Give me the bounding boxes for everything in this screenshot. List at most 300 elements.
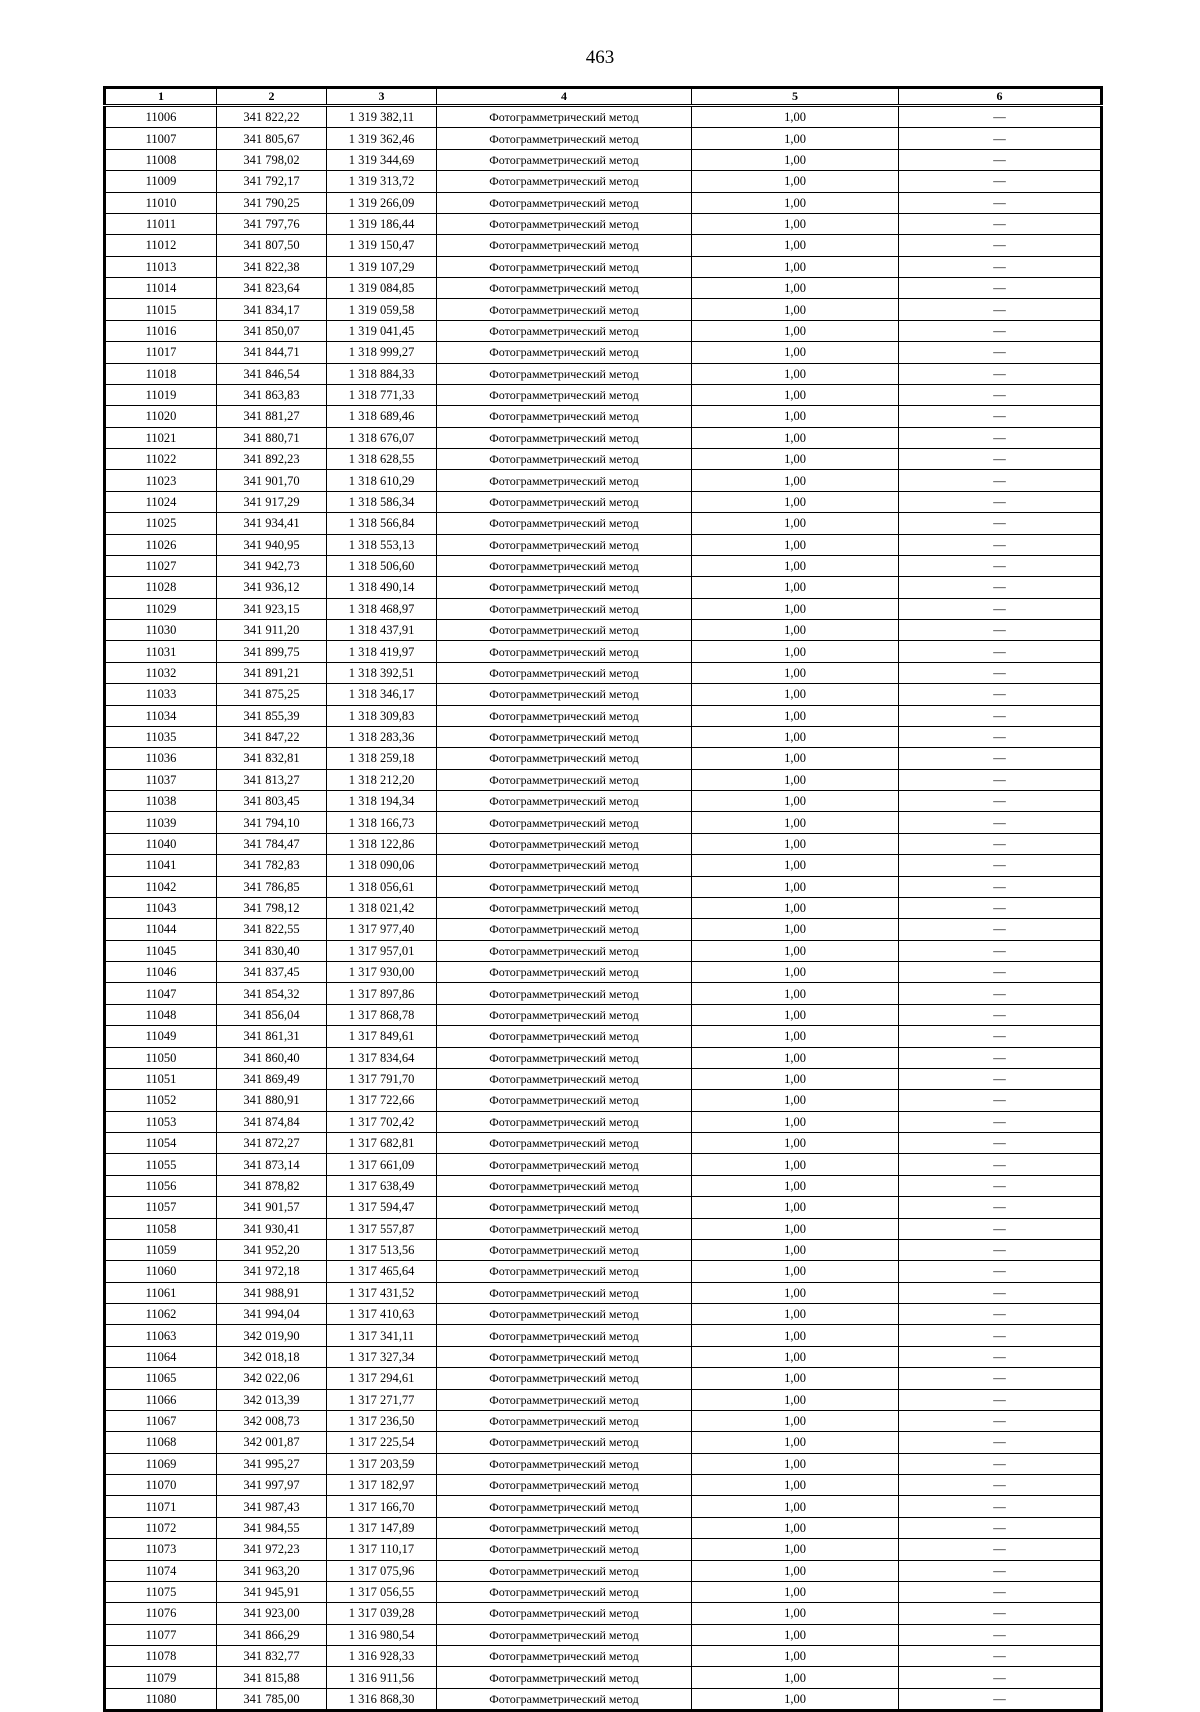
method-cell: Фотограмметрический метод xyxy=(437,1688,692,1710)
table-row xyxy=(105,1325,1102,1346)
table-row xyxy=(105,962,1102,983)
column-header-6: 6 xyxy=(899,88,1102,106)
x-coordinate-cell: 341 834,17 xyxy=(217,299,327,320)
x-coordinate-cell: 341 945,91 xyxy=(217,1581,327,1602)
y-coordinate-cell: 1 319 362,46 xyxy=(327,128,437,149)
y-coordinate-cell: 1 317 431,52 xyxy=(327,1282,437,1303)
x-coordinate-cell: 341 844,71 xyxy=(217,342,327,363)
point-number-cell: 11030 xyxy=(105,620,217,641)
method-cell: Фотограмметрический метод xyxy=(437,641,692,662)
table-row xyxy=(105,534,1102,555)
x-coordinate-cell: 341 881,27 xyxy=(217,406,327,427)
y-coordinate-cell: 1 318 283,36 xyxy=(327,726,437,747)
description-cell: — xyxy=(899,449,1102,470)
method-cell: Фотограмметрический метод xyxy=(437,684,692,705)
y-coordinate-cell: 1 317 834,64 xyxy=(327,1047,437,1068)
table-row xyxy=(105,1581,1102,1602)
table-row xyxy=(105,1496,1102,1517)
accuracy-cell: 1,00 xyxy=(692,1410,899,1431)
x-coordinate-cell: 341 847,22 xyxy=(217,726,327,747)
point-number-cell: 11049 xyxy=(105,1026,217,1047)
description-cell: — xyxy=(899,491,1102,512)
method-cell: Фотограмметрический метод xyxy=(437,1432,692,1453)
table-row xyxy=(105,1154,1102,1175)
y-coordinate-cell: 1 317 594,47 xyxy=(327,1197,437,1218)
method-cell: Фотограмметрический метод xyxy=(437,1282,692,1303)
table-row xyxy=(105,983,1102,1004)
x-coordinate-cell: 341 891,21 xyxy=(217,662,327,683)
accuracy-cell: 1,00 xyxy=(692,684,899,705)
y-coordinate-cell: 1 317 327,34 xyxy=(327,1346,437,1367)
y-coordinate-cell: 1 317 791,70 xyxy=(327,1068,437,1089)
accuracy-cell: 1,00 xyxy=(692,1368,899,1389)
accuracy-cell: 1,00 xyxy=(692,256,899,277)
x-coordinate-cell: 341 987,43 xyxy=(217,1496,327,1517)
point-number-cell: 11034 xyxy=(105,705,217,726)
point-number-cell: 11058 xyxy=(105,1218,217,1239)
description-cell: — xyxy=(899,791,1102,812)
description-cell: — xyxy=(899,1560,1102,1581)
method-cell: Фотограмметрический метод xyxy=(437,855,692,876)
accuracy-cell: 1,00 xyxy=(692,192,899,213)
x-coordinate-cell: 341 952,20 xyxy=(217,1239,327,1260)
y-coordinate-cell: 1 317 056,55 xyxy=(327,1581,437,1602)
description-cell: — xyxy=(899,384,1102,405)
x-coordinate-cell: 342 001,87 xyxy=(217,1432,327,1453)
accuracy-cell: 1,00 xyxy=(692,1261,899,1282)
x-coordinate-cell: 341 822,38 xyxy=(217,256,327,277)
x-coordinate-cell: 341 784,47 xyxy=(217,833,327,854)
point-number-cell: 11054 xyxy=(105,1133,217,1154)
table-row xyxy=(105,748,1102,769)
method-cell: Фотограмметрический метод xyxy=(437,983,692,1004)
method-cell: Фотограмметрический метод xyxy=(437,1603,692,1624)
method-cell: Фотограмметрический метод xyxy=(437,833,692,854)
point-number-cell: 11064 xyxy=(105,1346,217,1367)
description-cell: — xyxy=(899,235,1102,256)
table-row xyxy=(105,726,1102,747)
method-cell: Фотограмметрический метод xyxy=(437,363,692,384)
point-number-cell: 11023 xyxy=(105,470,217,491)
table-row xyxy=(105,876,1102,897)
point-number-cell: 11024 xyxy=(105,491,217,512)
method-cell: Фотограмметрический метод xyxy=(437,1646,692,1667)
description-cell: — xyxy=(899,1581,1102,1602)
accuracy-cell: 1,00 xyxy=(692,384,899,405)
table-row xyxy=(105,171,1102,192)
y-coordinate-cell: 1 317 702,42 xyxy=(327,1111,437,1132)
description-cell: — xyxy=(899,1304,1102,1325)
table-row xyxy=(105,342,1102,363)
table-row xyxy=(105,1026,1102,1047)
x-coordinate-cell: 341 892,23 xyxy=(217,449,327,470)
y-coordinate-cell: 1 317 341,11 xyxy=(327,1325,437,1346)
table-row xyxy=(105,620,1102,641)
point-number-cell: 11060 xyxy=(105,1261,217,1282)
y-coordinate-cell: 1 318 506,60 xyxy=(327,555,437,576)
y-coordinate-cell: 1 317 147,89 xyxy=(327,1517,437,1538)
description-cell: — xyxy=(899,748,1102,769)
y-coordinate-cell: 1 318 346,17 xyxy=(327,684,437,705)
accuracy-cell: 1,00 xyxy=(692,641,899,662)
table-row xyxy=(105,1239,1102,1260)
accuracy-cell: 1,00 xyxy=(692,1197,899,1218)
x-coordinate-cell: 341 792,17 xyxy=(217,171,327,192)
method-cell: Фотограмметрический метод xyxy=(437,449,692,470)
method-cell: Фотограмметрический метод xyxy=(437,256,692,277)
accuracy-cell: 1,00 xyxy=(692,1496,899,1517)
point-number-cell: 11018 xyxy=(105,363,217,384)
description-cell: — xyxy=(899,1111,1102,1132)
method-cell: Фотограмметрический метод xyxy=(437,278,692,299)
method-cell: Фотограмметрический метод xyxy=(437,1410,692,1431)
x-coordinate-cell: 341 815,88 xyxy=(217,1667,327,1688)
method-cell: Фотограмметрический метод xyxy=(437,876,692,897)
y-coordinate-cell: 1 319 313,72 xyxy=(327,171,437,192)
y-coordinate-cell: 1 317 661,09 xyxy=(327,1154,437,1175)
table-row xyxy=(105,1090,1102,1111)
y-coordinate-cell: 1 319 344,69 xyxy=(327,149,437,170)
description-cell: — xyxy=(899,320,1102,341)
table-row xyxy=(105,470,1102,491)
point-number-cell: 11068 xyxy=(105,1432,217,1453)
description-cell: — xyxy=(899,128,1102,149)
point-number-cell: 11072 xyxy=(105,1517,217,1538)
y-coordinate-cell: 1 316 928,33 xyxy=(327,1646,437,1667)
method-cell: Фотограмметрический метод xyxy=(437,726,692,747)
accuracy-cell: 1,00 xyxy=(692,1453,899,1474)
method-cell: Фотограмметрический метод xyxy=(437,1133,692,1154)
accuracy-cell: 1,00 xyxy=(692,534,899,555)
description-cell: — xyxy=(899,855,1102,876)
table-row xyxy=(105,1197,1102,1218)
x-coordinate-cell: 341 923,00 xyxy=(217,1603,327,1624)
x-coordinate-cell: 341 995,27 xyxy=(217,1453,327,1474)
x-coordinate-cell: 341 798,02 xyxy=(217,149,327,170)
y-coordinate-cell: 1 318 437,91 xyxy=(327,620,437,641)
y-coordinate-cell: 1 316 911,56 xyxy=(327,1667,437,1688)
y-coordinate-cell: 1 318 309,83 xyxy=(327,705,437,726)
description-cell: — xyxy=(899,256,1102,277)
table-row xyxy=(105,855,1102,876)
y-coordinate-cell: 1 317 513,56 xyxy=(327,1239,437,1260)
description-cell: — xyxy=(899,940,1102,961)
table-row xyxy=(105,1133,1102,1154)
table-row xyxy=(105,1304,1102,1325)
point-number-cell: 11047 xyxy=(105,983,217,1004)
table-row xyxy=(105,1282,1102,1303)
table-row xyxy=(105,1111,1102,1132)
description-cell: — xyxy=(899,876,1102,897)
accuracy-cell: 1,00 xyxy=(692,791,899,812)
y-coordinate-cell: 1 319 059,58 xyxy=(327,299,437,320)
table-row xyxy=(105,363,1102,384)
y-coordinate-cell: 1 317 410,63 xyxy=(327,1304,437,1325)
method-cell: Фотограмметрический метод xyxy=(437,705,692,726)
x-coordinate-cell: 341 880,91 xyxy=(217,1090,327,1111)
description-cell: — xyxy=(899,470,1102,491)
table-row xyxy=(105,1218,1102,1239)
method-cell: Фотограмметрический метод xyxy=(437,1389,692,1410)
accuracy-cell: 1,00 xyxy=(692,1133,899,1154)
point-number-cell: 11056 xyxy=(105,1175,217,1196)
y-coordinate-cell: 1 318 392,51 xyxy=(327,662,437,683)
table-row xyxy=(105,1047,1102,1068)
description-cell: — xyxy=(899,1667,1102,1688)
method-cell: Фотограмметрический метод xyxy=(437,384,692,405)
accuracy-cell: 1,00 xyxy=(692,342,899,363)
point-number-cell: 11032 xyxy=(105,662,217,683)
y-coordinate-cell: 1 318 021,42 xyxy=(327,897,437,918)
table-row xyxy=(105,705,1102,726)
column-header-5: 5 xyxy=(692,88,899,106)
x-coordinate-cell: 341 878,82 xyxy=(217,1175,327,1196)
y-coordinate-cell: 1 319 186,44 xyxy=(327,213,437,234)
description-cell: — xyxy=(899,726,1102,747)
point-number-cell: 11052 xyxy=(105,1090,217,1111)
x-coordinate-cell: 341 803,45 xyxy=(217,791,327,812)
x-coordinate-cell: 341 942,73 xyxy=(217,555,327,576)
y-coordinate-cell: 1 318 259,18 xyxy=(327,748,437,769)
table-row xyxy=(105,1646,1102,1667)
method-cell: Фотограмметрический метод xyxy=(437,940,692,961)
method-cell: Фотограмметрический метод xyxy=(437,962,692,983)
point-number-cell: 11067 xyxy=(105,1410,217,1431)
y-coordinate-cell: 1 317 957,01 xyxy=(327,940,437,961)
method-cell: Фотограмметрический метод xyxy=(437,1197,692,1218)
accuracy-cell: 1,00 xyxy=(692,1517,899,1538)
description-cell: — xyxy=(899,1175,1102,1196)
accuracy-cell: 1,00 xyxy=(692,769,899,790)
description-cell: — xyxy=(899,149,1102,170)
description-cell: — xyxy=(899,1603,1102,1624)
y-coordinate-cell: 1 319 041,45 xyxy=(327,320,437,341)
y-coordinate-cell: 1 318 689,46 xyxy=(327,406,437,427)
x-coordinate-cell: 341 832,81 xyxy=(217,748,327,769)
point-number-cell: 11022 xyxy=(105,449,217,470)
y-coordinate-cell: 1 317 166,70 xyxy=(327,1496,437,1517)
point-number-cell: 11075 xyxy=(105,1581,217,1602)
y-coordinate-cell: 1 319 382,11 xyxy=(327,106,437,128)
y-coordinate-cell: 1 318 122,86 xyxy=(327,833,437,854)
accuracy-cell: 1,00 xyxy=(692,1603,899,1624)
point-number-cell: 11057 xyxy=(105,1197,217,1218)
y-coordinate-cell: 1 318 610,29 xyxy=(327,470,437,491)
table-row xyxy=(105,491,1102,512)
method-cell: Фотограмметрический метод xyxy=(437,1517,692,1538)
y-coordinate-cell: 1 318 468,97 xyxy=(327,598,437,619)
description-cell: — xyxy=(899,1325,1102,1346)
table-row xyxy=(105,1068,1102,1089)
method-cell: Фотограмметрический метод xyxy=(437,1624,692,1645)
table-row xyxy=(105,1560,1102,1581)
description-cell: — xyxy=(899,1517,1102,1538)
x-coordinate-cell: 341 805,67 xyxy=(217,128,327,149)
y-coordinate-cell: 1 318 566,84 xyxy=(327,513,437,534)
x-coordinate-cell: 341 880,71 xyxy=(217,427,327,448)
x-coordinate-cell: 341 846,54 xyxy=(217,363,327,384)
method-cell: Фотограмметрический метод xyxy=(437,1560,692,1581)
x-coordinate-cell: 341 901,57 xyxy=(217,1197,327,1218)
point-number-cell: 11040 xyxy=(105,833,217,854)
accuracy-cell: 1,00 xyxy=(692,876,899,897)
point-number-cell: 11009 xyxy=(105,171,217,192)
point-number-cell: 11025 xyxy=(105,513,217,534)
x-coordinate-cell: 341 972,23 xyxy=(217,1539,327,1560)
accuracy-cell: 1,00 xyxy=(692,1111,899,1132)
point-number-cell: 11011 xyxy=(105,213,217,234)
table-row xyxy=(105,192,1102,213)
description-cell: — xyxy=(899,919,1102,940)
method-cell: Фотограмметрический метод xyxy=(437,812,692,833)
y-coordinate-cell: 1 317 722,66 xyxy=(327,1090,437,1111)
description-cell: — xyxy=(899,577,1102,598)
description-cell: — xyxy=(899,620,1102,641)
method-cell: Фотограмметрический метод xyxy=(437,748,692,769)
y-coordinate-cell: 1 318 884,33 xyxy=(327,363,437,384)
point-number-cell: 11031 xyxy=(105,641,217,662)
method-cell: Фотограмметрический метод xyxy=(437,662,692,683)
y-coordinate-cell: 1 318 212,20 xyxy=(327,769,437,790)
x-coordinate-cell: 341 822,55 xyxy=(217,919,327,940)
point-number-cell: 11036 xyxy=(105,748,217,769)
method-cell: Фотограмметрический метод xyxy=(437,577,692,598)
method-cell: Фотограмметрический метод xyxy=(437,149,692,170)
table-row xyxy=(105,213,1102,234)
description-cell: — xyxy=(899,1368,1102,1389)
method-cell: Фотограмметрический метод xyxy=(437,1325,692,1346)
table-row xyxy=(105,1389,1102,1410)
accuracy-cell: 1,00 xyxy=(692,1389,899,1410)
table-row xyxy=(105,427,1102,448)
x-coordinate-cell: 341 822,22 xyxy=(217,106,327,128)
point-number-cell: 11076 xyxy=(105,1603,217,1624)
point-number-cell: 11070 xyxy=(105,1475,217,1496)
y-coordinate-cell: 1 319 107,29 xyxy=(327,256,437,277)
y-coordinate-cell: 1 319 150,47 xyxy=(327,235,437,256)
description-cell: — xyxy=(899,1410,1102,1431)
table-row xyxy=(105,128,1102,149)
table-row xyxy=(105,897,1102,918)
coordinates-table xyxy=(103,86,1103,1712)
description-cell: — xyxy=(899,1047,1102,1068)
accuracy-cell: 1,00 xyxy=(692,1175,899,1196)
accuracy-cell: 1,00 xyxy=(692,449,899,470)
method-cell: Фотограмметрический метод xyxy=(437,491,692,512)
table-row xyxy=(105,406,1102,427)
x-coordinate-cell: 341 863,83 xyxy=(217,384,327,405)
description-cell: — xyxy=(899,1539,1102,1560)
y-coordinate-cell: 1 317 868,78 xyxy=(327,1004,437,1025)
x-coordinate-cell: 342 018,18 xyxy=(217,1346,327,1367)
y-coordinate-cell: 1 317 557,87 xyxy=(327,1218,437,1239)
method-cell: Фотограмметрический метод xyxy=(437,620,692,641)
method-cell: Фотограмметрический метод xyxy=(437,299,692,320)
description-cell: — xyxy=(899,106,1102,128)
accuracy-cell: 1,00 xyxy=(692,363,899,384)
method-cell: Фотограмметрический метод xyxy=(437,470,692,491)
y-coordinate-cell: 1 318 419,97 xyxy=(327,641,437,662)
x-coordinate-cell: 341 997,97 xyxy=(217,1475,327,1496)
point-number-cell: 11015 xyxy=(105,299,217,320)
table-row xyxy=(105,1261,1102,1282)
accuracy-cell: 1,00 xyxy=(692,598,899,619)
point-number-cell: 11044 xyxy=(105,919,217,940)
point-number-cell: 11071 xyxy=(105,1496,217,1517)
description-cell: — xyxy=(899,1346,1102,1367)
point-number-cell: 11033 xyxy=(105,684,217,705)
point-number-cell: 11014 xyxy=(105,278,217,299)
page-number: 463 xyxy=(585,47,615,68)
y-coordinate-cell: 1 317 682,81 xyxy=(327,1133,437,1154)
point-number-cell: 11059 xyxy=(105,1239,217,1260)
accuracy-cell: 1,00 xyxy=(692,897,899,918)
y-coordinate-cell: 1 318 553,13 xyxy=(327,534,437,555)
y-coordinate-cell: 1 319 266,09 xyxy=(327,192,437,213)
table-row xyxy=(105,1410,1102,1431)
y-coordinate-cell: 1 318 586,34 xyxy=(327,491,437,512)
x-coordinate-cell: 341 972,18 xyxy=(217,1261,327,1282)
x-coordinate-cell: 342 022,06 xyxy=(217,1368,327,1389)
table-row xyxy=(105,149,1102,170)
method-cell: Фотограмметрический метод xyxy=(437,1453,692,1474)
y-coordinate-cell: 1 317 039,28 xyxy=(327,1603,437,1624)
y-coordinate-cell: 1 317 930,00 xyxy=(327,962,437,983)
accuracy-cell: 1,00 xyxy=(692,1688,899,1710)
table-row xyxy=(105,1453,1102,1474)
method-cell: Фотограмметрический метод xyxy=(437,1368,692,1389)
description-cell: — xyxy=(899,769,1102,790)
x-coordinate-cell: 341 856,04 xyxy=(217,1004,327,1025)
table-row xyxy=(105,662,1102,683)
accuracy-cell: 1,00 xyxy=(692,1154,899,1175)
point-number-cell: 11080 xyxy=(105,1688,217,1710)
method-cell: Фотограмметрический метод xyxy=(437,1111,692,1132)
y-coordinate-cell: 1 317 638,49 xyxy=(327,1175,437,1196)
x-coordinate-cell: 341 790,25 xyxy=(217,192,327,213)
accuracy-cell: 1,00 xyxy=(692,235,899,256)
method-cell: Фотограмметрический метод xyxy=(437,791,692,812)
accuracy-cell: 1,00 xyxy=(692,1218,899,1239)
method-cell: Фотограмметрический метод xyxy=(437,320,692,341)
accuracy-cell: 1,00 xyxy=(692,812,899,833)
description-cell: — xyxy=(899,534,1102,555)
method-cell: Фотограмметрический метод xyxy=(437,106,692,128)
table-row xyxy=(105,1688,1102,1710)
point-number-cell: 11053 xyxy=(105,1111,217,1132)
accuracy-cell: 1,00 xyxy=(692,149,899,170)
point-number-cell: 11020 xyxy=(105,406,217,427)
x-coordinate-cell: 341 988,91 xyxy=(217,1282,327,1303)
description-cell: — xyxy=(899,513,1102,534)
x-coordinate-cell: 341 832,77 xyxy=(217,1646,327,1667)
x-coordinate-cell: 341 874,84 xyxy=(217,1111,327,1132)
accuracy-cell: 1,00 xyxy=(692,213,899,234)
point-number-cell: 11019 xyxy=(105,384,217,405)
point-number-cell: 11035 xyxy=(105,726,217,747)
table-row xyxy=(105,1624,1102,1645)
table-row xyxy=(105,384,1102,405)
accuracy-cell: 1,00 xyxy=(692,1346,899,1367)
description-cell: — xyxy=(899,1068,1102,1089)
description-cell: — xyxy=(899,213,1102,234)
method-cell: Фотограмметрический метод xyxy=(437,1026,692,1047)
accuracy-cell: 1,00 xyxy=(692,1026,899,1047)
x-coordinate-cell: 341 813,27 xyxy=(217,769,327,790)
table-row xyxy=(105,1004,1102,1025)
y-coordinate-cell: 1 317 849,61 xyxy=(327,1026,437,1047)
accuracy-cell: 1,00 xyxy=(692,1090,899,1111)
